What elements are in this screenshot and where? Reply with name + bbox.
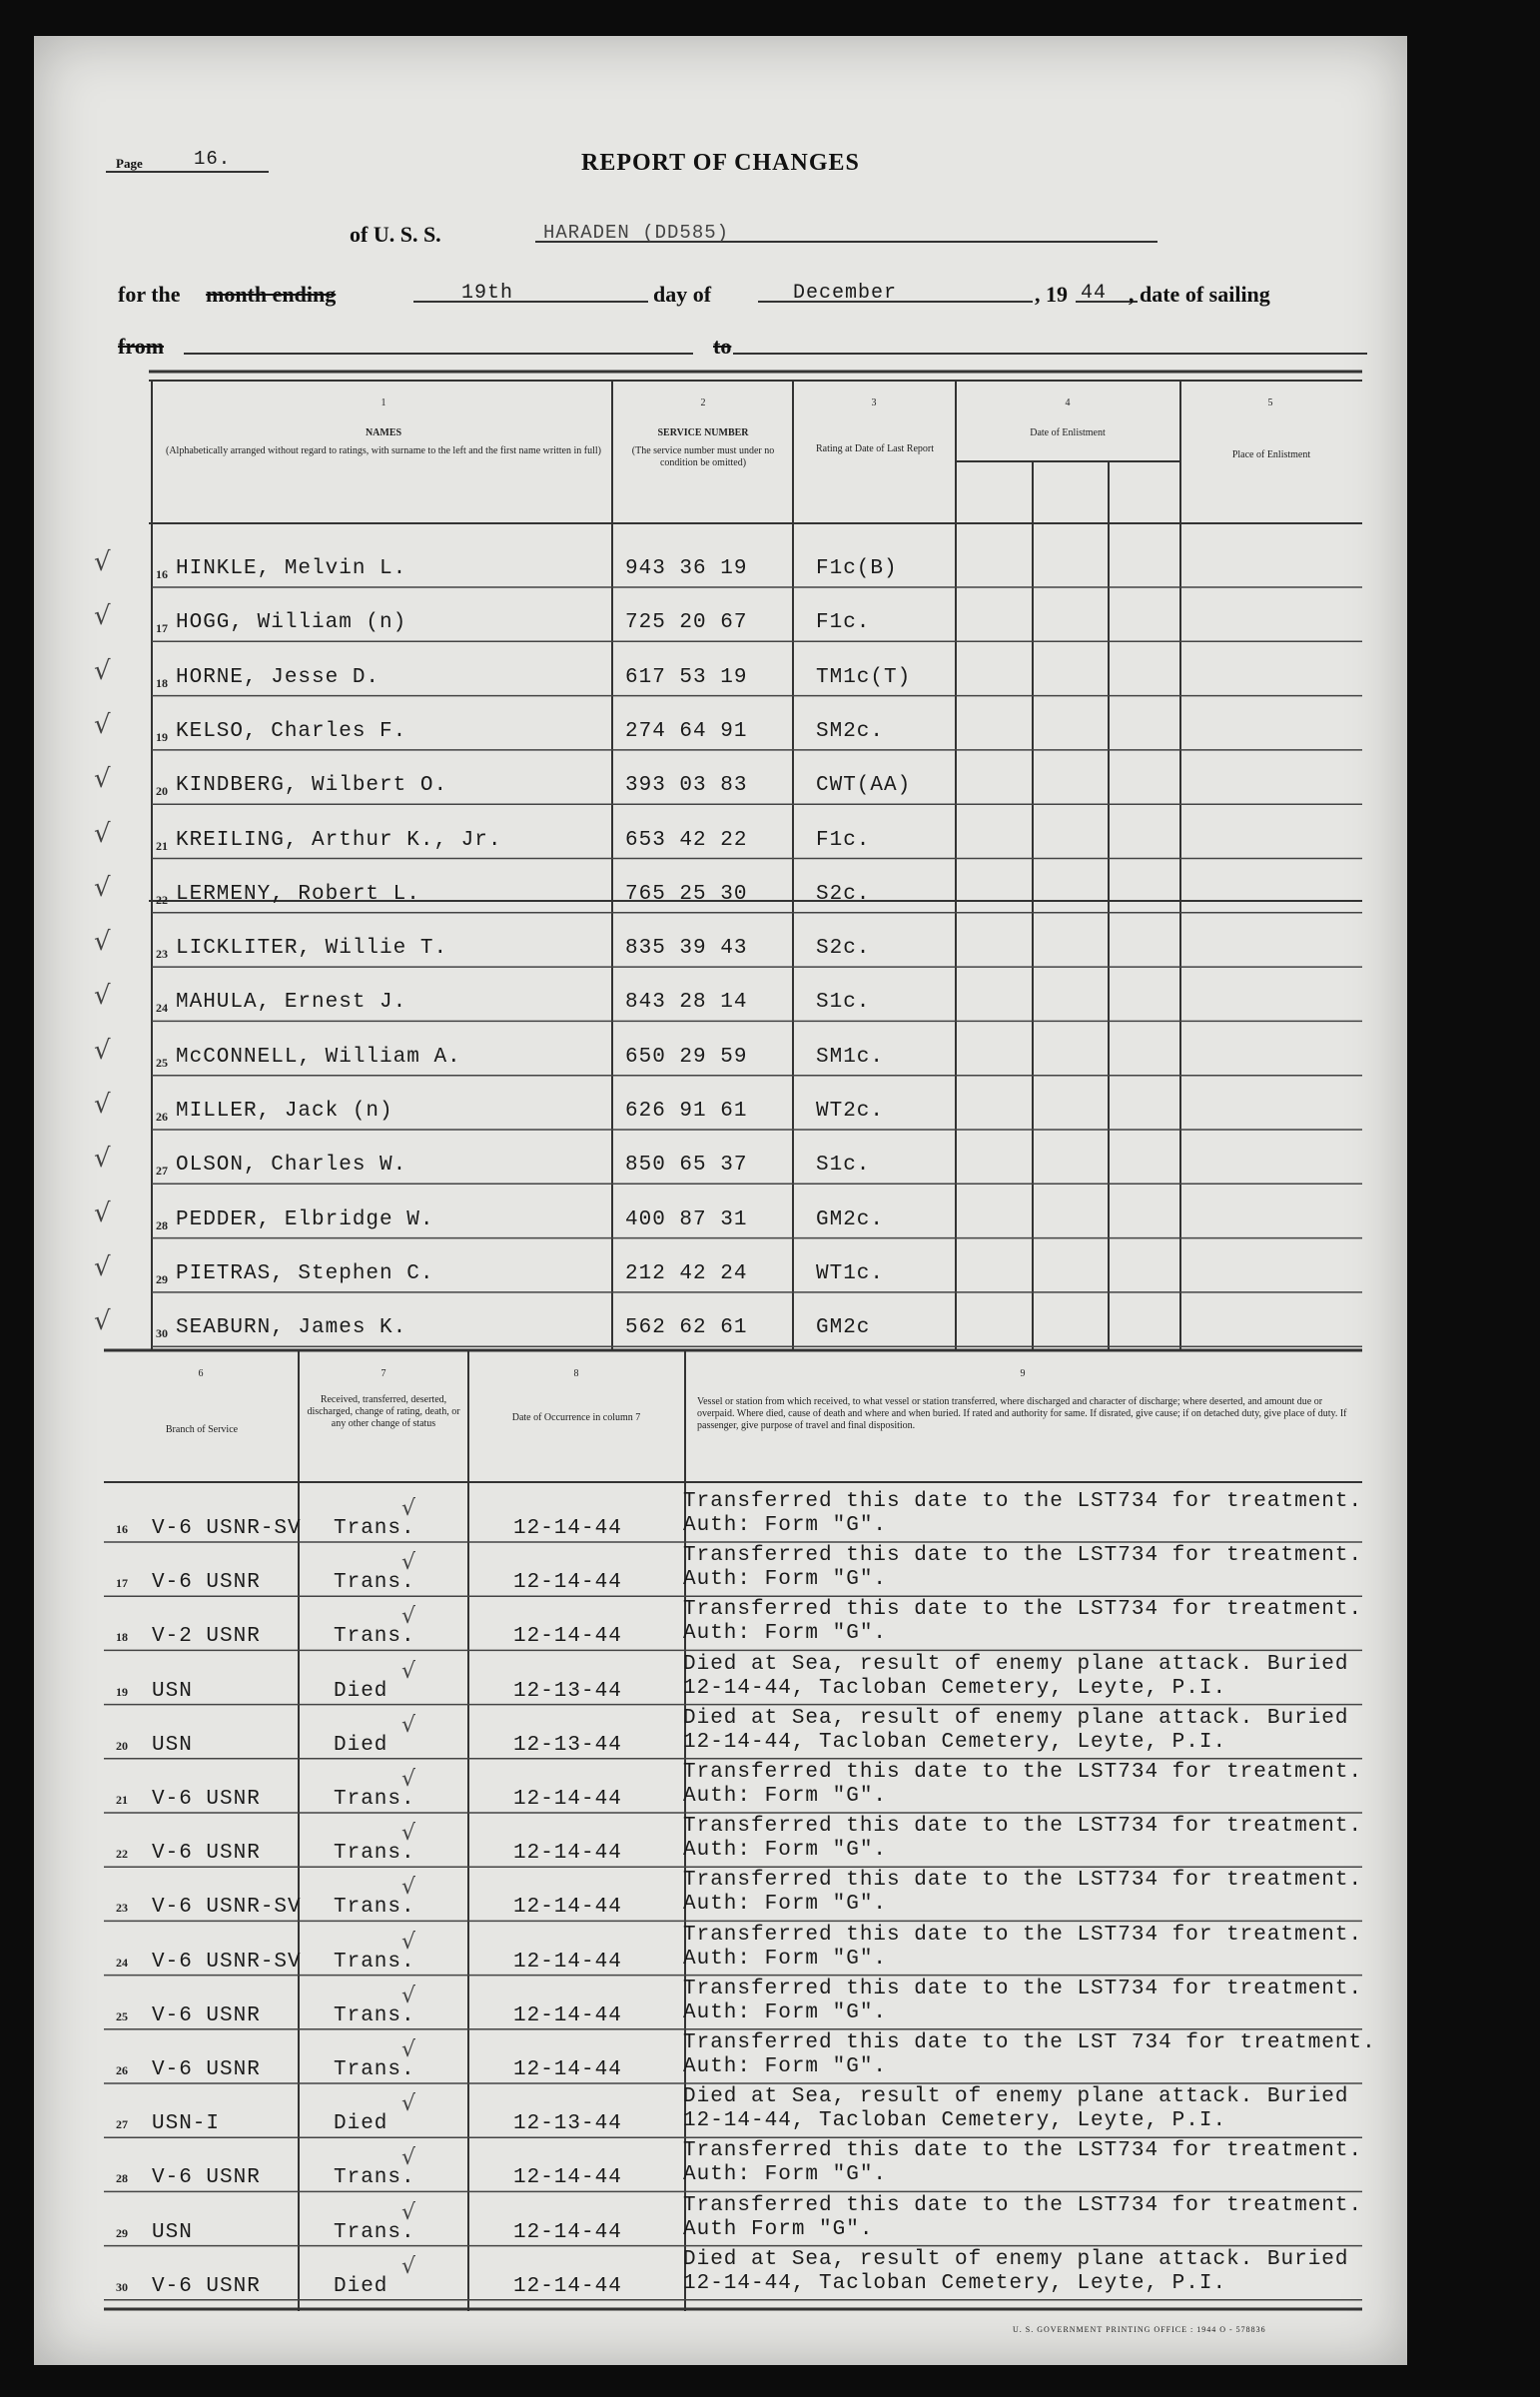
- col7-title: Received, transferred, deserted, discharged, change of rating, death, or any other change of status: [307, 1394, 460, 1429]
- col2-note: (The service number must under no condition be omitted): [631, 445, 775, 468]
- personnel-name: LERMENY, Robert L.: [176, 882, 420, 906]
- remarks-line2: 12-14-44, Tacloban Cemetery, Leyte, P.I.: [683, 1730, 1227, 1754]
- service-number: 850 65 37: [625, 1154, 748, 1178]
- year-suffix: 44: [1081, 282, 1108, 305]
- status-change: Trans.: [334, 2058, 415, 2081]
- col2-title: SERVICE NUMBER: [657, 427, 749, 438]
- branch-of-service: V-6 USNR-SV: [152, 1517, 302, 1540]
- branch-of-service: USN: [152, 1733, 193, 1757]
- occurrence-date: 12-14-44: [513, 2003, 622, 2027]
- document-page: [34, 36, 1407, 2365]
- status-change: Trans.: [334, 1517, 415, 1540]
- change-row-number: 26: [116, 2063, 128, 2077]
- occurrence-date: 12-13-44: [513, 2112, 622, 2136]
- checkmark-icon: √: [401, 2145, 416, 2171]
- status-change: Trans.: [334, 1950, 415, 1974]
- change-row-number: 16: [116, 1522, 128, 1536]
- checkmark-icon: √: [94, 547, 111, 577]
- service-number: 725 20 67: [625, 611, 748, 635]
- checkmark-icon: √: [94, 927, 111, 958]
- change-row-number: 19: [116, 1684, 128, 1699]
- personnel-name: OLSON, Charles W.: [176, 1154, 407, 1178]
- remarks-line1: Died at Sea, result of enemy plane attack. Buried: [683, 1706, 1349, 1730]
- personnel-name: HINKLE, Melvin L.: [176, 557, 407, 580]
- col8-title: Date of Occurrence in column 7: [511, 1412, 641, 1423]
- occurrence-date: 12-14-44: [513, 1842, 622, 1866]
- col3-title: Rating at Date of Last Report: [815, 443, 935, 454]
- service-number: 626 91 61: [625, 1100, 748, 1123]
- col8-number: 8: [573, 1368, 579, 1379]
- checkmark-icon: √: [401, 1821, 416, 1847]
- remarks-line1: Transferred this date to the LST734 for treatment.: [683, 2139, 1363, 2163]
- change-row-number: 23: [116, 1901, 128, 1916]
- personnel-name: LICKLITER, Willie T.: [176, 937, 448, 961]
- checkmark-icon: √: [94, 655, 111, 686]
- branch-of-service: V-6 USNR-SV: [152, 1950, 302, 1974]
- occurrence-date: 12-14-44: [513, 1625, 622, 1649]
- checkmark-icon: √: [401, 1604, 416, 1630]
- remarks-line1: Transferred this date to the LST734 for treatment.: [683, 1923, 1363, 1947]
- service-number: 393 03 83: [625, 774, 748, 798]
- change-row-number: 17: [116, 1576, 128, 1591]
- checkmark-icon: √: [401, 2037, 416, 2062]
- remarks-line2: Auth: Form "G".: [683, 1839, 888, 1863]
- branch-of-service: V-6 USNR: [152, 2166, 261, 2190]
- rating: SM2c.: [816, 719, 885, 743]
- remarks-line2: Auth: Form "G".: [683, 1947, 888, 1971]
- remarks-line1: Transferred this date to the LST734 for treatment.: [683, 1761, 1363, 1784]
- col4-title: Date of Enlistment: [1030, 427, 1106, 438]
- personnel-name: PIETRAS, Stephen C.: [176, 1261, 434, 1285]
- remarks-line2: Auth Form "G".: [683, 2217, 874, 2241]
- personnel-row-number: 28: [156, 1217, 168, 1232]
- personnel-row-number: 23: [156, 947, 168, 962]
- for-the-label: for the: [118, 282, 181, 307]
- service-number: 835 39 43: [625, 937, 748, 961]
- personnel-row-number: 27: [156, 1164, 168, 1179]
- status-change: Died: [334, 2274, 388, 2298]
- occurrence-date: 12-14-44: [513, 2220, 622, 2244]
- service-number: 617 53 19: [625, 665, 748, 689]
- remarks-line2: 12-14-44, Tacloban Cemetery, Leyte, P.I.: [683, 2271, 1227, 2295]
- personnel-row-number: 21: [156, 838, 168, 853]
- rating: WT2c.: [816, 1100, 885, 1123]
- rating: CWT(AA): [816, 774, 912, 798]
- month-value: December: [793, 282, 898, 305]
- personnel-row-number: 26: [156, 1110, 168, 1124]
- personnel-name: HOGG, William (n): [176, 611, 407, 635]
- col4-number: 4: [1065, 398, 1071, 408]
- change-row-number: 21: [116, 1793, 128, 1807]
- checkmark-icon: √: [401, 2199, 416, 2225]
- remarks-line1: Transferred this date to the LST734 for treatment.: [683, 1544, 1363, 1568]
- change-row-number: 30: [116, 2279, 128, 2294]
- rating: TM1c(T): [816, 665, 912, 689]
- service-number: 653 42 22: [625, 828, 748, 852]
- service-number: 843 28 14: [625, 991, 748, 1015]
- checkmark-icon: √: [401, 2253, 416, 2279]
- personnel-row-number: 29: [156, 1271, 168, 1286]
- checkmark-icon: √: [94, 818, 111, 849]
- personnel-name: SEABURN, James K.: [176, 1316, 407, 1340]
- page-title: REPORT OF CHANGES: [581, 150, 860, 176]
- date-of-sailing-label: , date of sailing: [1129, 282, 1270, 307]
- checkmark-icon: √: [401, 2091, 416, 2117]
- change-row-number: 27: [116, 2117, 128, 2132]
- change-row-number: 28: [116, 2171, 128, 2186]
- occurrence-date: 12-14-44: [513, 2166, 622, 2190]
- service-number: 765 25 30: [625, 882, 748, 906]
- occurrence-date: 12-13-44: [513, 1733, 622, 1757]
- checkmark-icon: √: [401, 1983, 416, 2008]
- change-row-number: 20: [116, 1738, 128, 1753]
- personnel-name: KELSO, Charles F.: [176, 719, 407, 743]
- checkmark-icon: √: [401, 1658, 416, 1684]
- remarks-line1: Transferred this date to the LST734 for treatment.: [683, 1815, 1363, 1839]
- col9-title: Vessel or station from which received, to what vessel or station transferred, where discharged and character of discharge; where deserted, and amount due or overpaid. Where died, cause of death and where and when buried. If rated and authority for same. If disrated, give cause; if on detached duty, give place of duty. If passenger, give purpose of travel and final disposition.: [697, 1396, 1347, 1431]
- year-prefix: , 19: [1035, 282, 1068, 307]
- col9-number: 9: [1020, 1368, 1026, 1379]
- service-number: 400 87 31: [625, 1207, 748, 1231]
- checkmark-icon: √: [94, 709, 111, 740]
- personnel-row-number: 19: [156, 729, 168, 744]
- remarks-line1: Transferred this date to the LST734 for treatment.: [683, 1977, 1363, 2000]
- remarks-line2: 12-14-44, Tacloban Cemetery, Leyte, P.I.: [683, 2109, 1227, 2133]
- personnel-name: MILLER, Jack (n): [176, 1100, 393, 1123]
- personnel-row-number: 24: [156, 1001, 168, 1016]
- rating: F1c.: [816, 828, 871, 852]
- rating: GM2c: [816, 1316, 871, 1340]
- change-row-number: 29: [116, 2225, 128, 2240]
- rating: F1c.: [816, 611, 871, 635]
- service-number: 274 64 91: [625, 719, 748, 743]
- checkmark-icon: √: [94, 872, 111, 903]
- status-change: Died: [334, 1733, 388, 1757]
- status-change: Died: [334, 1679, 388, 1703]
- branch-of-service: V-6 USNR: [152, 1842, 261, 1866]
- col2-number: 2: [700, 398, 706, 408]
- col6-title: Branch of Service: [165, 1424, 239, 1435]
- checkmark-icon: √: [94, 1198, 111, 1228]
- service-number: 943 36 19: [625, 557, 748, 580]
- col7-number: 7: [381, 1368, 386, 1379]
- day-of-label: day of: [653, 282, 712, 307]
- occurrence-date: 12-14-44: [513, 1517, 622, 1540]
- remarks-line2: Auth: Form "G".: [683, 1785, 888, 1808]
- checkmark-icon: √: [401, 1712, 416, 1738]
- status-change: Died: [334, 2112, 388, 2136]
- status-change: Trans.: [334, 1842, 415, 1866]
- personnel-name: PEDDER, Elbridge W.: [176, 1207, 434, 1231]
- checkmark-icon: √: [94, 981, 111, 1012]
- change-row-number: 18: [116, 1630, 128, 1645]
- col6-number: 6: [198, 1368, 204, 1379]
- status-change: Trans.: [334, 2003, 415, 2027]
- of-uss-label: of U. S. S.: [350, 222, 441, 247]
- branch-of-service: V-6 USNR: [152, 2058, 261, 2081]
- personnel-name: McCONNELL, William A.: [176, 1045, 461, 1069]
- checkmark-icon: √: [401, 1496, 416, 1521]
- rating: S2c.: [816, 937, 871, 961]
- remarks-line1: Transferred this date to the LST734 for treatment.: [683, 1869, 1363, 1893]
- branch-of-service: V-6 USNR: [152, 2003, 261, 2027]
- branch-of-service: USN: [152, 2220, 193, 2244]
- checkmark-icon: √: [94, 1090, 111, 1120]
- remarks-line1: Died at Sea, result of enemy plane attack. Buried: [683, 2085, 1349, 2109]
- occurrence-date: 12-14-44: [513, 1788, 622, 1811]
- branch-of-service: USN-I: [152, 2112, 221, 2136]
- rating: S2c.: [816, 882, 871, 906]
- remarks-line2: Auth: Form "G".: [683, 1622, 888, 1646]
- status-change: Trans.: [334, 2220, 415, 2244]
- col1-note: (Alphabetically arranged without regard to ratings, with surname to the left and the first name written in full): [166, 445, 601, 456]
- checkmark-icon: √: [94, 601, 111, 632]
- status-change: Trans.: [334, 1896, 415, 1920]
- personnel-row-number: 18: [156, 675, 168, 690]
- remarks-line2: 12-14-44, Tacloban Cemetery, Leyte, P.I.: [683, 1676, 1227, 1700]
- rating: GM2c.: [816, 1207, 885, 1231]
- branch-of-service: V-6 USNR: [152, 1571, 261, 1595]
- col5-number: 5: [1267, 398, 1273, 408]
- personnel-row-number: 20: [156, 784, 168, 799]
- col1-title: NAMES: [365, 427, 402, 438]
- checkmark-icon: √: [94, 1306, 111, 1337]
- struck-month-ending: month ending: [206, 282, 337, 307]
- service-number: 562 62 61: [625, 1316, 748, 1340]
- branch-of-service: USN: [152, 1679, 193, 1703]
- change-row-number: 22: [116, 1847, 128, 1862]
- checkmark-icon: √: [401, 1929, 416, 1955]
- remarks-line1: Transferred this date to the LST734 for treatment.: [683, 2193, 1363, 2217]
- remarks-line2: Auth: Form "G".: [683, 2000, 888, 2024]
- remarks-line1: Died at Sea, result of enemy plane attack. Buried: [683, 1652, 1349, 1676]
- checkmark-icon: √: [94, 1035, 111, 1066]
- occurrence-date: 12-14-44: [513, 1950, 622, 1974]
- rating: F1c(B): [816, 557, 898, 580]
- remarks-line1: Transferred this date to the LST 734 for treatment.: [683, 2031, 1376, 2054]
- rating: S1c.: [816, 991, 871, 1015]
- change-row-number: 25: [116, 2008, 128, 2023]
- status-change: Trans.: [334, 2166, 415, 2190]
- personnel-row-number: 22: [156, 892, 168, 907]
- occurrence-date: 12-14-44: [513, 1571, 622, 1595]
- remarks-line1: Transferred this date to the LST734 for treatment.: [683, 1598, 1363, 1622]
- from-label: from: [118, 334, 165, 359]
- remarks-line2: Auth: Form "G".: [683, 1893, 888, 1917]
- date-value: 19th: [461, 282, 514, 305]
- rating: SM1c.: [816, 1045, 885, 1069]
- checkmark-icon: √: [94, 1144, 111, 1175]
- service-number: 212 42 24: [625, 1261, 748, 1285]
- branch-of-service: V-6 USNR: [152, 2274, 261, 2298]
- occurrence-date: 12-14-44: [513, 2274, 622, 2298]
- remarks-line2: Auth: Form "G".: [683, 1568, 888, 1592]
- col3-number: 3: [871, 398, 877, 408]
- ship-name: HARADEN (DD585): [543, 222, 730, 244]
- remarks-line1: Transferred this date to the LST734 for treatment.: [683, 1490, 1363, 1513]
- remarks-line2: Auth: Form "G".: [683, 2163, 888, 2187]
- occurrence-date: 12-14-44: [513, 1896, 622, 1920]
- personnel-row-number: 17: [156, 621, 168, 636]
- col5-title: Place of Enlistment: [1231, 449, 1311, 460]
- page-label: Page: [116, 156, 143, 171]
- personnel-row-number: 25: [156, 1055, 168, 1070]
- change-row-number: 24: [116, 1955, 128, 1970]
- personnel-row-number: 30: [156, 1326, 168, 1341]
- personnel-name: HORNE, Jesse D.: [176, 665, 381, 689]
- remarks-line2: Auth: Form "G".: [683, 1514, 888, 1537]
- status-change: Trans.: [334, 1571, 415, 1595]
- rating: WT1c.: [816, 1261, 885, 1285]
- checkmark-icon: √: [401, 1550, 416, 1576]
- branch-of-service: V-2 USNR: [152, 1625, 261, 1649]
- status-change: Trans.: [334, 1625, 415, 1649]
- occurrence-date: 12-14-44: [513, 2058, 622, 2081]
- service-number: 650 29 59: [625, 1045, 748, 1069]
- branch-of-service: V-6 USNR-SV: [152, 1896, 302, 1920]
- personnel-name: KINDBERG, Wilbert O.: [176, 774, 448, 798]
- checkmark-icon: √: [94, 764, 111, 795]
- remarks-line1: Died at Sea, result of enemy plane attack. Buried: [683, 2247, 1349, 2271]
- status-change: Trans.: [334, 1788, 415, 1811]
- personnel-name: MAHULA, Ernest J.: [176, 991, 407, 1015]
- printer-footer: U. S. GOVERNMENT PRINTING OFFICE : 1944 O - 578836: [1013, 2325, 1266, 2334]
- occurrence-date: 12-13-44: [513, 1679, 622, 1703]
- remarks-line2: Auth: Form "G".: [683, 2055, 888, 2078]
- branch-of-service: V-6 USNR: [152, 1788, 261, 1811]
- checkmark-icon: √: [401, 1767, 416, 1792]
- personnel-name: KREILING, Arthur K., Jr.: [176, 828, 502, 852]
- checkmark-icon: √: [94, 1251, 111, 1282]
- rating: S1c.: [816, 1154, 871, 1178]
- col1-number: 1: [381, 398, 386, 408]
- personnel-row-number: 16: [156, 567, 168, 581]
- to-label: to: [713, 334, 732, 359]
- checkmark-icon: √: [401, 1875, 416, 1901]
- page-number: 16.: [194, 148, 232, 170]
